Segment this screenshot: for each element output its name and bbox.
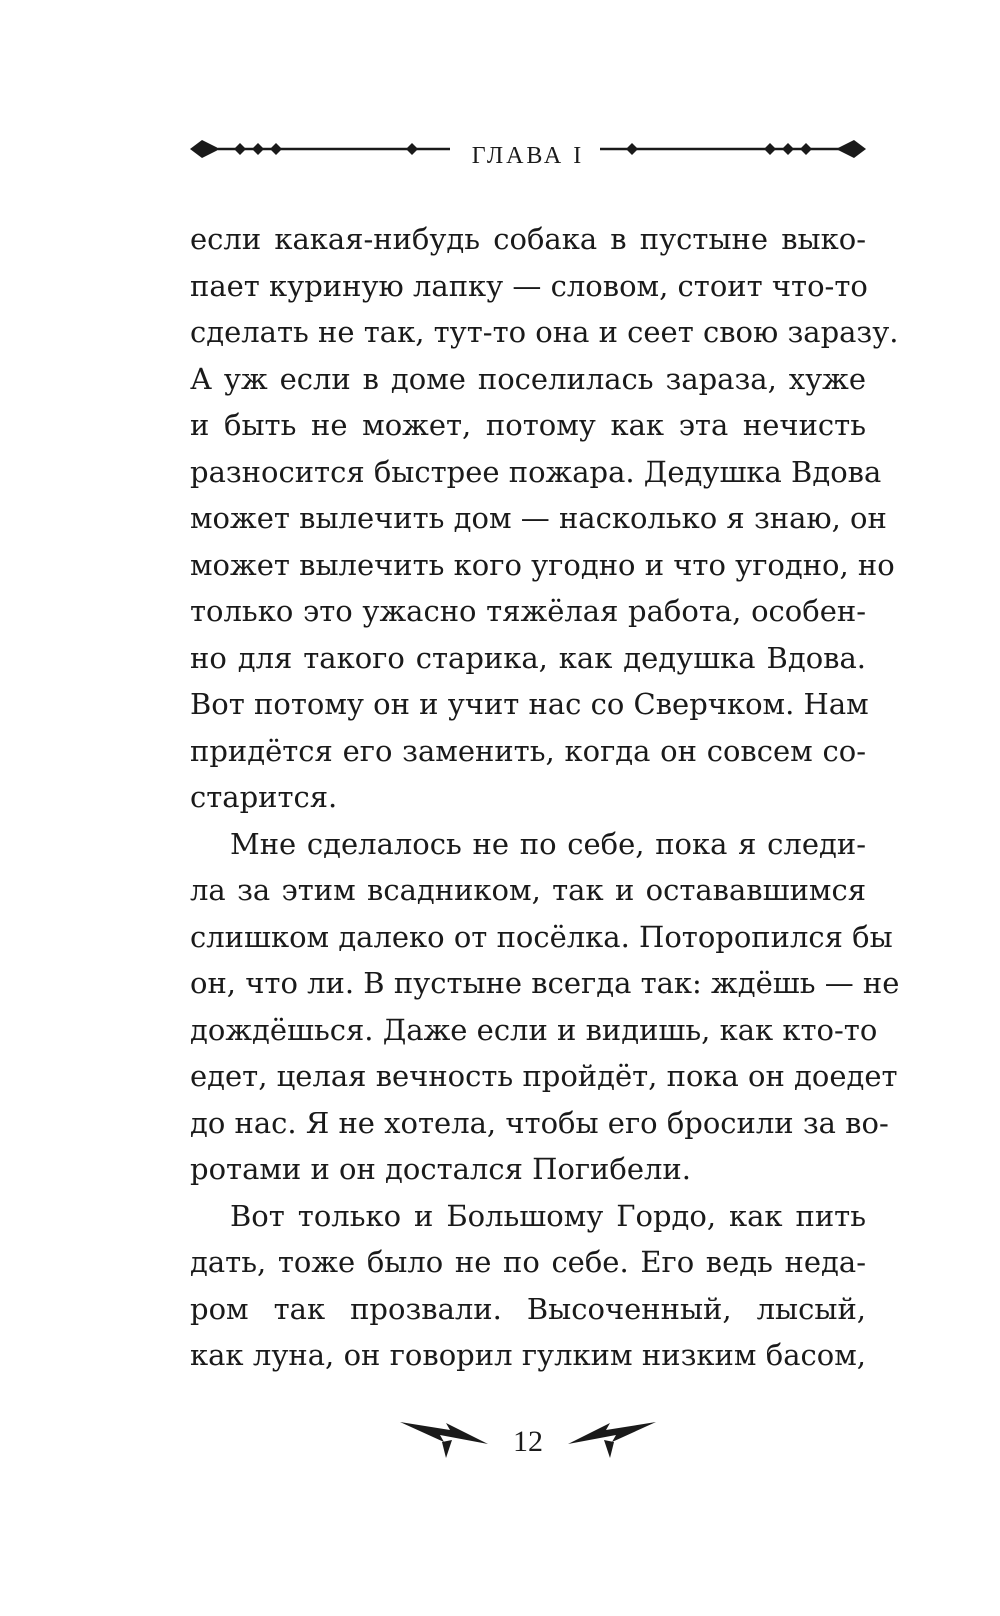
text-line: он, что ли. В пустыне всегда так: ждёшь — не: [190, 966, 900, 1000]
page-number: 12: [513, 1425, 543, 1458]
text-line: может вылечить кого угодно и что угодно, но: [190, 547, 895, 582]
text-line: пает куриную лапку — словом, стоит что-то: [190, 268, 868, 303]
text-line: А уж если в доме поселилась зараза, хуже: [190, 361, 866, 396]
text-line: до нас. Я не хотела, чтобы его бросили за во-: [190, 1105, 889, 1140]
text-line: Вот потому он и учит нас со Сверчком. Нам: [190, 687, 869, 721]
body-text: [190, 216, 900, 1379]
text-line: слишком далеко от посёлка. Поторопился бы: [190, 919, 893, 954]
right-lightning-icon: [566, 1418, 656, 1462]
text-line: Мне сделалось не по себе, пока я следи-: [230, 826, 866, 861]
text-line: дождёшься. Даже если и видишь, как кто-то: [190, 1012, 878, 1047]
text-line: если какая-нибудь собака в пустыне выко-: [190, 222, 866, 256]
text-line: может вылечить дом — насколько я знаю, он: [190, 501, 887, 535]
right-ornament-icon: [596, 138, 866, 174]
text-line: Вот только и Большому Гордо, как пить: [230, 1198, 866, 1233]
text-line: едет, целая вечность пройдёт, пока он доедет: [190, 1059, 898, 1093]
text-line: сделать не так, тут-то она и сеет свою заразу.: [190, 315, 899, 349]
text-line: старится.: [190, 780, 338, 814]
text-line: ром так прозвали. Высоченный, лысый,: [190, 1291, 866, 1326]
text-line: и быть не может, потому как эта нечисть: [190, 408, 866, 442]
chapter-header: [190, 138, 866, 174]
text-line: дать, тоже было не по себе. Его ведь неда-: [190, 1245, 866, 1279]
text-line: но для такого старика, как дедушка Вдова.: [190, 640, 866, 675]
chapter-title: ГЛАВА I: [471, 143, 585, 169]
page-footer: [400, 1418, 656, 1468]
text-line: ла за этим всадником, так и остававшимся: [190, 873, 866, 907]
text-line: придётся его заменить, когда он совсем со-: [190, 733, 866, 768]
text-line: только это ужасно тяжёлая работа, особен-: [190, 594, 866, 628]
text-line: ротами и он достался Погибели.: [190, 1152, 691, 1186]
text-line: как луна, он говорил гулким низким басом,: [190, 1338, 866, 1372]
text-line: разносится быстрее пожара. Дедушка Вдова: [190, 454, 882, 489]
